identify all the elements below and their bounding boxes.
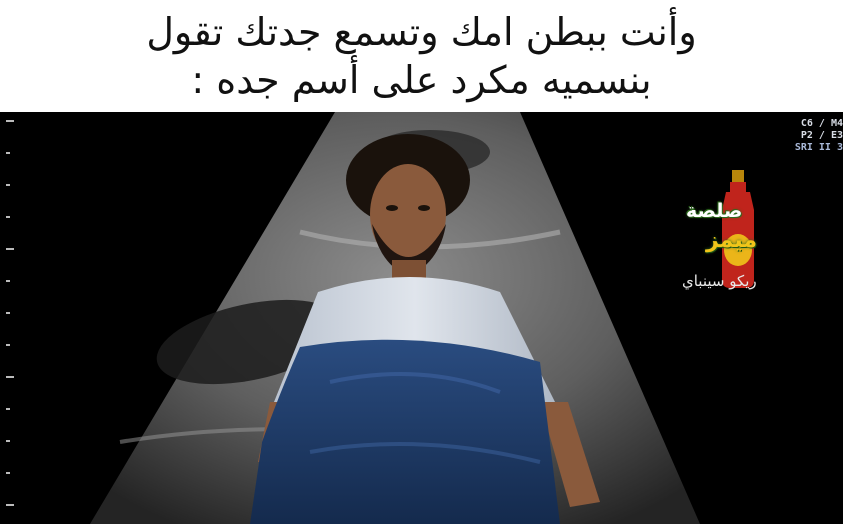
logo-word-middle: ميمز bbox=[706, 228, 758, 253]
watermark-logo bbox=[678, 170, 798, 310]
scanner-setting-3: SRI II 3 bbox=[794, 142, 843, 153]
scanner-setting-2: P2 / E3 bbox=[800, 130, 843, 141]
ultrasound-image bbox=[0, 112, 843, 524]
caption-line-2: بنسميه مكرد على أسم جده : bbox=[191, 58, 652, 102]
caption-line-1: وأنت ببطن امك وتسمع جدتك تقول bbox=[146, 10, 697, 54]
logo-subtitle: ريكو سينباي bbox=[682, 272, 757, 290]
logo-word-top: صلصة bbox=[686, 200, 743, 222]
depth-scale bbox=[6, 120, 14, 506]
blanket bbox=[250, 340, 560, 524]
scanner-setting-1: C6 / M4 bbox=[800, 118, 843, 129]
meme-caption bbox=[0, 0, 843, 112]
